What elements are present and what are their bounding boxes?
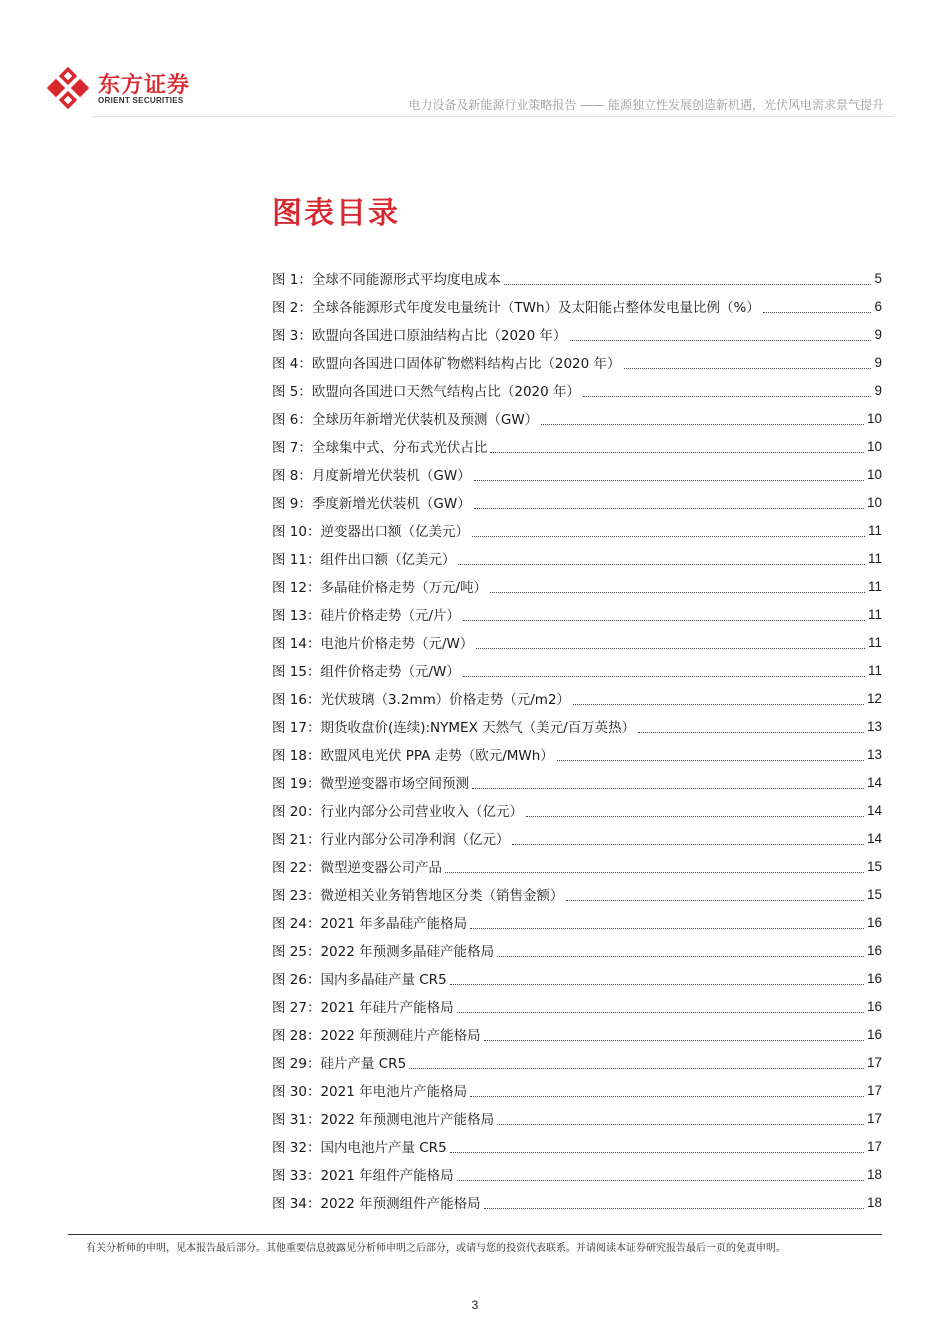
toc-entry-page: 9 bbox=[874, 354, 882, 370]
toc-entry-label: 图 2：全球各能源形式年度发电量统计（TWh）及太阳能占整体发电量比例（%） bbox=[272, 300, 760, 316]
toc-dot-leader bbox=[490, 582, 865, 593]
toc-entry[interactable] bbox=[272, 1020, 882, 1048]
toc-dot-leader bbox=[450, 974, 864, 985]
toc-entry-page: 16 bbox=[866, 1026, 882, 1042]
toc-entry-label: 图 28：2022 年预测硅片产能格局 bbox=[272, 1028, 481, 1044]
toc-entry-page: 16 bbox=[866, 942, 882, 958]
toc-dot-leader bbox=[504, 274, 872, 285]
toc-entry[interactable] bbox=[272, 796, 882, 824]
toc-dot-leader bbox=[557, 750, 864, 761]
logo-chinese-name: 东方证券 bbox=[98, 73, 191, 98]
toc-entry-page: 17 bbox=[866, 1138, 882, 1154]
toc-dot-leader bbox=[490, 442, 864, 453]
toc-dot-leader bbox=[573, 694, 864, 705]
toc-dot-leader bbox=[472, 526, 865, 537]
toc-entry[interactable] bbox=[272, 824, 882, 852]
toc-entry[interactable] bbox=[272, 460, 882, 488]
footer-disclaimer: 有关分析师的申明，见本报告最后部分。其他重要信息披露见分析师申明之后部分，或请与您的投资代表联系。并请阅读本证券研究报告最后一页的免责申明。 bbox=[86, 1243, 786, 1254]
toc-entry-page: 16 bbox=[866, 914, 882, 930]
toc-entry[interactable] bbox=[272, 684, 882, 712]
toc-dot-leader bbox=[474, 470, 864, 481]
toc-entry-label: 图 16：光伏玻璃（3.2mm）价格走势（元/m2） bbox=[272, 692, 571, 708]
toc-dot-leader bbox=[470, 1086, 864, 1097]
toc-entry-page: 14 bbox=[866, 830, 882, 846]
toc-entry[interactable] bbox=[272, 740, 882, 768]
toc-entry-label: 图 34：2022 年预测组件产能格局 bbox=[272, 1196, 481, 1212]
toc-dot-leader bbox=[566, 890, 863, 901]
toc-entry[interactable] bbox=[272, 1076, 882, 1104]
toc-entry-label: 图 9：季度新增光伏装机（GW） bbox=[272, 496, 471, 512]
toc-entry-page: 15 bbox=[866, 858, 882, 874]
toc-entry-page: 6 bbox=[874, 298, 882, 314]
toc-dot-leader bbox=[624, 358, 872, 369]
toc-entry[interactable] bbox=[272, 544, 882, 572]
toc-entry-label: 图 7：全球集中式、分布式光伏占比 bbox=[272, 440, 488, 456]
toc-entry-page: 11 bbox=[867, 662, 882, 678]
toc-entry-page: 18 bbox=[866, 1166, 882, 1182]
toc-dot-leader bbox=[497, 1114, 864, 1125]
toc-entry-label: 图 10：逆变器出口额（亿美元） bbox=[272, 524, 469, 540]
report-header-title: 电力设备及新能源行业策略报告 —— 能源独立性发展创造新机遇，光伏风电需求景气提升 bbox=[408, 98, 884, 112]
toc-dot-leader bbox=[497, 946, 864, 957]
toc-entry-page: 16 bbox=[866, 970, 882, 986]
toc-entry[interactable] bbox=[272, 936, 882, 964]
page-title: 图表目录 bbox=[272, 196, 400, 231]
toc-entry-page: 12 bbox=[866, 690, 882, 706]
toc-entry-page: 11 bbox=[867, 522, 882, 538]
toc-entry[interactable] bbox=[272, 964, 882, 992]
toc-entry-label: 图 27：2021 年硅片产能格局 bbox=[272, 1000, 454, 1016]
toc-entry[interactable] bbox=[272, 404, 882, 432]
toc-entry-label: 图 33：2021 年组件产能格局 bbox=[272, 1168, 454, 1184]
toc-entry-page: 10 bbox=[866, 410, 882, 426]
toc-entry-label: 图 4：欧盟向各国进口固体矿物燃料结构占比（2020 年） bbox=[272, 356, 621, 372]
toc-dot-leader bbox=[541, 414, 864, 425]
toc-entry-label: 图 21：行业内部分公司净利润（亿元） bbox=[272, 832, 510, 848]
toc-entry[interactable] bbox=[272, 852, 882, 880]
toc-dot-leader bbox=[463, 666, 865, 677]
toc-entry[interactable] bbox=[272, 768, 882, 796]
toc-entry-label: 图 14：电池片价格走势（元/W） bbox=[272, 636, 474, 652]
toc-entry[interactable] bbox=[272, 628, 882, 656]
toc-dot-leader bbox=[409, 1058, 864, 1069]
toc-dot-leader bbox=[484, 1030, 864, 1041]
page-number: 3 bbox=[471, 1298, 479, 1312]
toc-entry-page: 10 bbox=[866, 494, 882, 510]
toc-entry[interactable] bbox=[272, 572, 882, 600]
toc-entry[interactable] bbox=[272, 320, 882, 348]
toc-entry[interactable] bbox=[272, 488, 882, 516]
toc-dot-leader bbox=[526, 806, 864, 817]
toc-dot-leader bbox=[457, 1170, 864, 1181]
toc-entry[interactable] bbox=[272, 1104, 882, 1132]
toc-entry-label: 图 20：行业内部分公司营业收入（亿元） bbox=[272, 804, 523, 820]
toc-entry-label: 图 26：国内多晶硅产量 CR5 bbox=[272, 972, 447, 988]
toc-entry-page: 14 bbox=[866, 774, 882, 790]
toc-dot-leader bbox=[450, 1142, 864, 1153]
toc-entry-page: 15 bbox=[866, 886, 882, 902]
toc-entry-label: 图 13：硅片价格走势（元/片） bbox=[272, 608, 461, 624]
header-divider bbox=[92, 116, 894, 117]
toc-entry-page: 13 bbox=[866, 746, 882, 762]
toc-entry-label: 图 31：2022 年预测电池片产能格局 bbox=[272, 1112, 495, 1128]
toc-entry-label: 图 19：微型逆变器市场空间预测 bbox=[272, 776, 469, 792]
toc-entry-page: 11 bbox=[867, 550, 882, 566]
toc-entry-page: 5 bbox=[874, 270, 882, 286]
toc-entry[interactable] bbox=[272, 880, 882, 908]
footer-divider bbox=[68, 1234, 882, 1235]
toc-entry-label: 图 1：全球不同能源形式平均度电成本 bbox=[272, 272, 501, 288]
toc-entry-page: 9 bbox=[874, 326, 882, 342]
toc-entry-label: 图 15：组件价格走势（元/W） bbox=[272, 664, 460, 680]
toc-dot-leader bbox=[458, 554, 865, 565]
toc-entry-page: 11 bbox=[867, 606, 882, 622]
toc-dot-leader bbox=[476, 638, 865, 649]
toc-entry[interactable] bbox=[272, 292, 882, 320]
toc-entry-label: 图 30：2021 年电池片产能格局 bbox=[272, 1084, 468, 1100]
toc-entry-label: 图 3：欧盟向各国进口原油结构占比（2020 年） bbox=[272, 328, 567, 344]
toc-dot-leader bbox=[484, 1198, 864, 1209]
toc-entry[interactable] bbox=[272, 1048, 882, 1076]
toc-entry-page: 16 bbox=[866, 998, 882, 1014]
toc-entry[interactable] bbox=[272, 348, 882, 376]
toc-entry-label: 图 12：多晶硅价格走势（万元/吨） bbox=[272, 580, 488, 596]
toc-entry-page: 9 bbox=[874, 382, 882, 398]
toc-dot-leader bbox=[457, 1002, 864, 1013]
toc-entry[interactable] bbox=[272, 908, 882, 936]
toc-dot-leader bbox=[583, 386, 871, 397]
toc-dot-leader bbox=[472, 778, 864, 789]
toc-entry-page: 17 bbox=[866, 1082, 882, 1098]
toc-dot-leader bbox=[463, 610, 865, 621]
toc-entry-page: 17 bbox=[866, 1110, 882, 1126]
toc-dot-leader bbox=[570, 330, 872, 341]
toc-dot-leader bbox=[512, 834, 863, 845]
toc-entry-label: 图 32：国内电池片产量 CR5 bbox=[272, 1140, 447, 1156]
toc-entry[interactable] bbox=[272, 432, 882, 460]
toc-entry-label: 图 18：欧盟风电光伏 PPA 走势（欧元/MWh） bbox=[272, 748, 554, 764]
toc-entry-label: 图 5：欧盟向各国进口天然气结构占比（2020 年） bbox=[272, 384, 581, 400]
toc-entry-label: 图 23：微逆相关业务销售地区分类（销售金额） bbox=[272, 888, 564, 904]
toc-dot-leader bbox=[470, 918, 864, 929]
figure-table-of-contents bbox=[272, 264, 882, 1216]
toc-entry-page: 10 bbox=[866, 466, 882, 482]
toc-entry-page: 17 bbox=[866, 1054, 882, 1070]
toc-entry-page: 11 bbox=[867, 578, 882, 594]
toc-entry-label: 图 11：组件出口额（亿美元） bbox=[272, 552, 456, 568]
toc-entry[interactable] bbox=[272, 516, 882, 544]
toc-entry-page: 10 bbox=[866, 438, 882, 454]
toc-entry[interactable] bbox=[272, 1188, 882, 1216]
toc-entry-label: 图 6：全球历年新增光伏装机及预测（GW） bbox=[272, 412, 539, 428]
toc-entry[interactable] bbox=[272, 1160, 882, 1188]
toc-dot-leader bbox=[638, 722, 864, 733]
toc-entry-page: 14 bbox=[866, 802, 882, 818]
toc-entry-page: 13 bbox=[866, 718, 882, 734]
toc-entry-label: 图 17：期货收盘价(连续):NYMEX 天然气（美元/百万英热） bbox=[272, 720, 636, 736]
toc-dot-leader bbox=[474, 498, 864, 509]
toc-entry[interactable] bbox=[272, 712, 882, 740]
toc-entry[interactable] bbox=[272, 656, 882, 684]
toc-entry[interactable] bbox=[272, 1132, 882, 1160]
logo-english-name: ORIENT SECURITIES bbox=[98, 96, 184, 105]
toc-entry-label: 图 25：2022 年预测多晶硅产能格局 bbox=[272, 944, 495, 960]
toc-entry-label: 图 8：月度新增光伏装机（GW） bbox=[272, 468, 471, 484]
toc-dot-leader bbox=[445, 862, 864, 873]
toc-entry-label: 图 29：硅片产量 CR5 bbox=[272, 1056, 407, 1072]
toc-dot-leader bbox=[763, 302, 872, 313]
toc-entry[interactable] bbox=[272, 264, 882, 292]
toc-entry-page: 18 bbox=[866, 1194, 882, 1210]
toc-entry[interactable] bbox=[272, 376, 882, 404]
orient-securities-logo-icon bbox=[46, 66, 90, 110]
toc-entry-label: 图 22：微型逆变器公司产品 bbox=[272, 860, 442, 876]
toc-entry[interactable] bbox=[272, 992, 882, 1020]
toc-entry[interactable] bbox=[272, 600, 882, 628]
toc-entry-page: 11 bbox=[867, 634, 882, 650]
toc-entry-label: 图 24：2021 年多晶硅产能格局 bbox=[272, 916, 468, 932]
